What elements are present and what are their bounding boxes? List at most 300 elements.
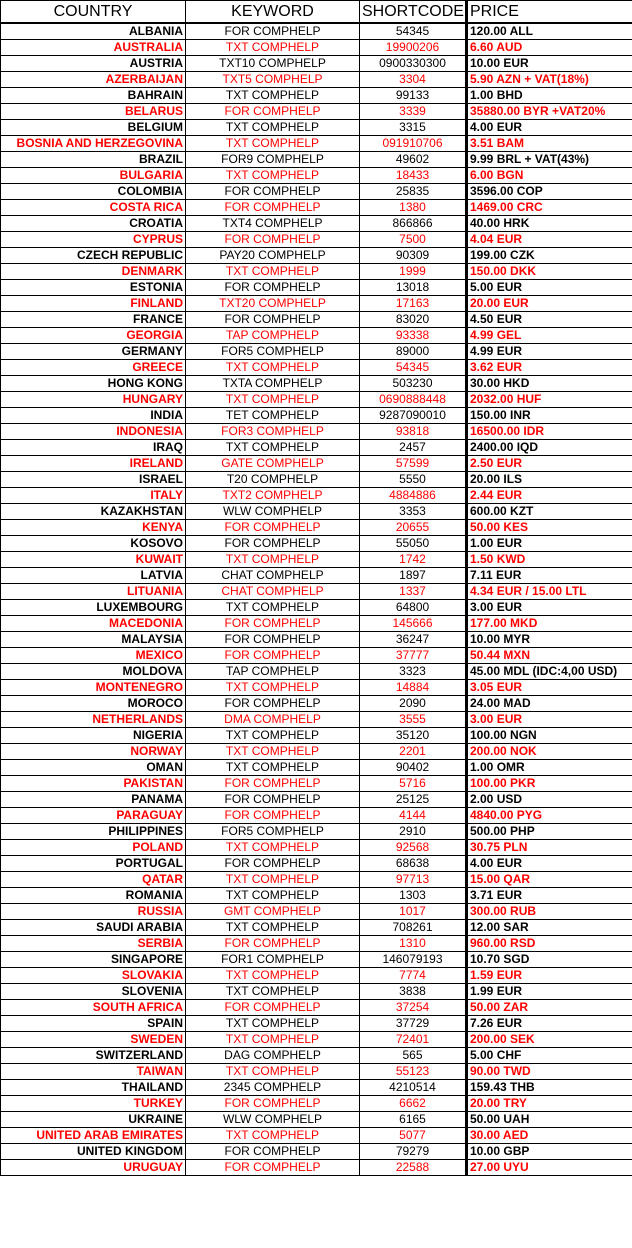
keyword-cell: FOR1 COMPHELP [186, 951, 360, 967]
shortcode-cell: 3838 [360, 983, 467, 999]
country-cell: IRELAND [1, 455, 186, 471]
shortcode-cell: 0900330300 [360, 55, 467, 71]
keyword-cell: FOR COMPHELP [186, 631, 360, 647]
country-cell: DENMARK [1, 263, 186, 279]
table-row [1, 1095, 632, 1111]
shortcode-cell: 37777 [360, 647, 467, 663]
keyword-cell: TXT COMPHELP [186, 743, 360, 759]
price-cell: 4.00 EUR [467, 855, 632, 871]
keyword-cell: FOR COMPHELP [186, 695, 360, 711]
table-row [1, 631, 632, 647]
keyword-cell: WLW COMPHELP [186, 1111, 360, 1127]
price-cell: 30.00 HKD [467, 375, 632, 391]
country-cell: NIGERIA [1, 727, 186, 743]
table-row [1, 167, 632, 183]
shortcode-cell: 3353 [360, 503, 467, 519]
keyword-cell: FOR COMPHELP [186, 1159, 360, 1175]
shortcode-cell: 14884 [360, 679, 467, 695]
shortcode-cell: 6662 [360, 1095, 467, 1111]
table-row [1, 919, 632, 935]
shortcode-cell: 18433 [360, 167, 467, 183]
country-cell: HONG KONG [1, 375, 186, 391]
price-cell: 159.43 THB [467, 1079, 632, 1095]
price-cell: 50.00 KES [467, 519, 632, 535]
price-cell: 45.00 MDL (IDC:4,00 USD) [467, 663, 632, 679]
table-row [1, 295, 632, 311]
shortcode-cell: 7774 [360, 967, 467, 983]
price-cell: 3.51 BAM [467, 135, 632, 151]
price-cell: 1.00 EUR [467, 535, 632, 551]
table-row [1, 1127, 632, 1143]
country-cell: AUSTRIA [1, 55, 186, 71]
country-cell: BULGARIA [1, 167, 186, 183]
shortcode-cell: 90309 [360, 247, 467, 263]
price-cell: 7.26 EUR [467, 1015, 632, 1031]
price-cell: 500.00 PHP [467, 823, 632, 839]
table-row [1, 1031, 632, 1047]
country-cell: BELGIUM [1, 119, 186, 135]
price-cell: 120.00 ALL [467, 23, 632, 40]
keyword-cell: FOR COMPHELP [186, 791, 360, 807]
table-row [1, 455, 632, 471]
keyword-cell: FOR COMPHELP [186, 1095, 360, 1111]
price-cell: 16500.00 IDR [467, 423, 632, 439]
country-cell: MONTENEGRO [1, 679, 186, 695]
table-row [1, 39, 632, 55]
country-cell: HUNGARY [1, 391, 186, 407]
country-cell: CYPRUS [1, 231, 186, 247]
shortcode-cell: 1897 [360, 567, 467, 583]
shortcode-cell: 93818 [360, 423, 467, 439]
country-cell: COSTA RICA [1, 199, 186, 215]
keyword-cell: TAP COMPHELP [186, 327, 360, 343]
price-cell: 24.00 MAD [467, 695, 632, 711]
table-row [1, 775, 632, 791]
price-cell: 7.11 EUR [467, 567, 632, 583]
table-row [1, 711, 632, 727]
country-cell: COLOMBIA [1, 183, 186, 199]
keyword-cell: TXT10 COMPHELP [186, 55, 360, 71]
table-row [1, 135, 632, 151]
table-row [1, 263, 632, 279]
price-cell: 12.00 SAR [467, 919, 632, 935]
keyword-cell: TXT COMPHELP [186, 839, 360, 855]
price-cell: 150.00 DKK [467, 263, 632, 279]
keyword-cell: PAY20 COMPHELP [186, 247, 360, 263]
shortcode-cell: 2910 [360, 823, 467, 839]
price-cell: 6.00 BGN [467, 167, 632, 183]
country-cell: NETHERLANDS [1, 711, 186, 727]
country-cell: ALBANIA [1, 23, 186, 40]
country-cell: INDONESIA [1, 423, 186, 439]
price-cell: 4.99 GEL [467, 327, 632, 343]
country-cell: PANAMA [1, 791, 186, 807]
table-row [1, 119, 632, 135]
keyword-cell: FOR9 COMPHELP [186, 151, 360, 167]
price-cell: 20.00 EUR [467, 295, 632, 311]
country-cell: CZECH REPUBLIC [1, 247, 186, 263]
shortcode-cell: 0690888448 [360, 391, 467, 407]
country-cell: TAIWAN [1, 1063, 186, 1079]
shortcode-cell: 2457 [360, 439, 467, 455]
table-row [1, 407, 632, 423]
table-row [1, 743, 632, 759]
shortcode-cell: 19900206 [360, 39, 467, 55]
country-cell: INDIA [1, 407, 186, 423]
table-row [1, 727, 632, 743]
shortcode-cell: 55123 [360, 1063, 467, 1079]
header-keyword: KEYWORD [186, 1, 360, 23]
keyword-cell: TXT COMPHELP [186, 119, 360, 135]
keyword-cell: TXT COMPHELP [186, 263, 360, 279]
table-row [1, 519, 632, 535]
table-row [1, 967, 632, 983]
keyword-cell: FOR COMPHELP [186, 1143, 360, 1159]
country-cell: UKRAINE [1, 1111, 186, 1127]
keyword-cell: FOR COMPHELP [186, 23, 360, 40]
table-row [1, 951, 632, 967]
keyword-cell: TXT COMPHELP [186, 919, 360, 935]
table-row [1, 1159, 632, 1175]
keyword-cell: 2345 COMPHELP [186, 1079, 360, 1095]
keyword-cell: TXT COMPHELP [186, 871, 360, 887]
country-cell: AUSTRALIA [1, 39, 186, 55]
price-cell: 100.00 PKR [467, 775, 632, 791]
shortcode-cell: 6165 [360, 1111, 467, 1127]
shortcode-cell: 1337 [360, 583, 467, 599]
country-cell: NORWAY [1, 743, 186, 759]
shortcode-cell: 7500 [360, 231, 467, 247]
price-cell: 10.00 GBP [467, 1143, 632, 1159]
table-row [1, 71, 632, 87]
country-cell: KUWAIT [1, 551, 186, 567]
shortcode-cell: 565 [360, 1047, 467, 1063]
keyword-cell: TXT COMPHELP [186, 727, 360, 743]
country-cell: BELARUS [1, 103, 186, 119]
keyword-cell: FOR COMPHELP [186, 535, 360, 551]
shortcode-cell: 20655 [360, 519, 467, 535]
price-cell: 2032.00 HUF [467, 391, 632, 407]
keyword-cell: TET COMPHELP [186, 407, 360, 423]
shortcode-cell: 3304 [360, 71, 467, 87]
shortcode-cell: 3315 [360, 119, 467, 135]
shortcode-cell: 37254 [360, 999, 467, 1015]
keyword-cell: T20 COMPHELP [186, 471, 360, 487]
shortcode-cell: 145666 [360, 615, 467, 631]
keyword-cell: FOR COMPHELP [186, 999, 360, 1015]
price-cell: 2.00 USD [467, 791, 632, 807]
country-cell: SWEDEN [1, 1031, 186, 1047]
shortcode-cell: 1303 [360, 887, 467, 903]
table-row [1, 55, 632, 71]
shortcode-cell: 2201 [360, 743, 467, 759]
price-cell: 9.99 BRL + VAT(43%) [467, 151, 632, 167]
price-cell: 20.00 ILS [467, 471, 632, 487]
table-row [1, 695, 632, 711]
keyword-cell: FOR COMPHELP [186, 183, 360, 199]
price-cell: 30.00 AED [467, 1127, 632, 1143]
table-row [1, 87, 632, 103]
price-cell: 960.00 RSD [467, 935, 632, 951]
price-cell: 3.71 EUR [467, 887, 632, 903]
country-cell: AZERBAIJAN [1, 71, 186, 87]
price-cell: 27.00 UYU [467, 1159, 632, 1175]
shortcode-cell: 72401 [360, 1031, 467, 1047]
shortcode-cell: 64800 [360, 599, 467, 615]
price-cell: 10.00 MYR [467, 631, 632, 647]
price-cell: 4.04 EUR [467, 231, 632, 247]
shortcode-cell: 25125 [360, 791, 467, 807]
country-cell: GEORGIA [1, 327, 186, 343]
shortcode-cell: 90402 [360, 759, 467, 775]
keyword-cell: TXT COMPHELP [186, 391, 360, 407]
keyword-cell: TXT COMPHELP [186, 551, 360, 567]
price-cell: 1.99 EUR [467, 983, 632, 999]
shortcode-cell: 35120 [360, 727, 467, 743]
table-row [1, 839, 632, 855]
keyword-cell: TXT COMPHELP [186, 39, 360, 55]
country-cell: MOROCO [1, 695, 186, 711]
table-row [1, 663, 632, 679]
table-row [1, 679, 632, 695]
country-cell: OMAN [1, 759, 186, 775]
shortcode-cell: 3555 [360, 711, 467, 727]
country-cell: GREECE [1, 359, 186, 375]
country-cell: MALAYSIA [1, 631, 186, 647]
table-row [1, 359, 632, 375]
keyword-cell: FOR COMPHELP [186, 519, 360, 535]
shortcode-cell: 5716 [360, 775, 467, 791]
country-cell: SINGAPORE [1, 951, 186, 967]
price-cell: 150.00 INR [467, 407, 632, 423]
keyword-cell: CHAT COMPHELP [186, 567, 360, 583]
shortcode-cell: 13018 [360, 279, 467, 295]
shortcode-cell: 17163 [360, 295, 467, 311]
shortcode-cell: 68638 [360, 855, 467, 871]
country-cell: KENYA [1, 519, 186, 535]
table-row [1, 391, 632, 407]
shortcode-cell: 22588 [360, 1159, 467, 1175]
country-cell: POLAND [1, 839, 186, 855]
table-row [1, 759, 632, 775]
keyword-cell: TAP COMPHELP [186, 663, 360, 679]
header-price: PRICE [467, 1, 632, 23]
keyword-cell: FOR5 COMPHELP [186, 343, 360, 359]
shortcode-cell: 1999 [360, 263, 467, 279]
shortcode-cell: 1742 [360, 551, 467, 567]
country-cell: KAZAKHSTAN [1, 503, 186, 519]
country-cell: BOSNIA AND HERZEGOVINA [1, 135, 186, 151]
keyword-cell: FOR COMPHELP [186, 615, 360, 631]
keyword-cell: TXT COMPHELP [186, 359, 360, 375]
country-cell: CROATIA [1, 215, 186, 231]
table-row [1, 791, 632, 807]
price-cell: 2400.00 IQD [467, 439, 632, 455]
keyword-cell: TXT COMPHELP [186, 87, 360, 103]
table-row [1, 647, 632, 663]
keyword-cell: TXT COMPHELP [186, 167, 360, 183]
price-cell: 4.34 EUR / 15.00 LTL [467, 583, 632, 599]
table-row [1, 855, 632, 871]
shortcode-cell: 92568 [360, 839, 467, 855]
keyword-cell: TXT COMPHELP [186, 887, 360, 903]
shortcode-cell: 83020 [360, 311, 467, 327]
keyword-cell: FOR5 COMPHELP [186, 823, 360, 839]
table-row [1, 535, 632, 551]
price-cell: 50.44 MXN [467, 647, 632, 663]
keyword-cell: FOR COMPHELP [186, 103, 360, 119]
country-cell: BAHRAIN [1, 87, 186, 103]
keyword-cell: FOR3 COMPHELP [186, 423, 360, 439]
keyword-cell: FOR COMPHELP [186, 279, 360, 295]
keyword-cell: TXT COMPHELP [186, 679, 360, 695]
keyword-cell: FOR COMPHELP [186, 199, 360, 215]
keyword-cell: DMA COMPHELP [186, 711, 360, 727]
keyword-cell: TXT COMPHELP [186, 135, 360, 151]
table-row [1, 823, 632, 839]
keyword-cell: FOR COMPHELP [186, 855, 360, 871]
country-cell: UNITED KINGDOM [1, 1143, 186, 1159]
table-row [1, 1079, 632, 1095]
keyword-cell: TXT2 COMPHELP [186, 487, 360, 503]
country-cell: THAILAND [1, 1079, 186, 1095]
shortcode-cell: 4884886 [360, 487, 467, 503]
table-row [1, 343, 632, 359]
price-cell: 1.00 OMR [467, 759, 632, 775]
price-cell: 1469.00 CRC [467, 199, 632, 215]
keyword-cell: TXT COMPHELP [186, 1127, 360, 1143]
country-cell: ROMANIA [1, 887, 186, 903]
header-country: COUNTRY [1, 1, 186, 23]
table-row [1, 615, 632, 631]
country-cell: BRAZIL [1, 151, 186, 167]
shortcode-cell: 54345 [360, 359, 467, 375]
price-cell: 90.00 TWD [467, 1063, 632, 1079]
price-cell: 199.00 CZK [467, 247, 632, 263]
price-cell: 35880.00 BYR +VAT20% [467, 103, 632, 119]
price-cell: 177.00 MKD [467, 615, 632, 631]
price-cell: 200.00 SEK [467, 1031, 632, 1047]
keyword-cell: TXT COMPHELP [186, 1015, 360, 1031]
price-cell: 100.00 NGN [467, 727, 632, 743]
shortcode-cell: 54345 [360, 23, 467, 40]
price-cell: 10.70 SGD [467, 951, 632, 967]
keyword-cell: FOR COMPHELP [186, 311, 360, 327]
price-cell: 3.00 EUR [467, 599, 632, 615]
shortcode-cell: 708261 [360, 919, 467, 935]
table-row [1, 1015, 632, 1031]
keyword-cell: FOR COMPHELP [186, 935, 360, 951]
country-cell: IRAQ [1, 439, 186, 455]
shortcode-cell: 5077 [360, 1127, 467, 1143]
shortcode-cell: 55050 [360, 535, 467, 551]
keyword-cell: GATE COMPHELP [186, 455, 360, 471]
country-cell: KOSOVO [1, 535, 186, 551]
country-cell: SAUDI ARABIA [1, 919, 186, 935]
table-body [1, 23, 632, 1176]
price-cell: 300.00 RUB [467, 903, 632, 919]
shortcode-cell: 37729 [360, 1015, 467, 1031]
keyword-cell: CHAT COMPHELP [186, 583, 360, 599]
table-row [1, 487, 632, 503]
keyword-cell: TXT20 COMPHELP [186, 295, 360, 311]
keyword-cell: FOR COMPHELP [186, 807, 360, 823]
keyword-cell: DAG COMPHELP [186, 1047, 360, 1063]
table-row [1, 327, 632, 343]
table-row [1, 567, 632, 583]
table-row [1, 871, 632, 887]
country-cell: LITUANIA [1, 583, 186, 599]
shortcode-cell: 3339 [360, 103, 467, 119]
price-cell: 3.00 EUR [467, 711, 632, 727]
price-cell: 2.50 EUR [467, 455, 632, 471]
country-cell: MOLDOVA [1, 663, 186, 679]
keyword-cell: FOR COMPHELP [186, 647, 360, 663]
table-row [1, 439, 632, 455]
table-row [1, 887, 632, 903]
country-cell: PHILIPPINES [1, 823, 186, 839]
shortcode-cell: 1380 [360, 199, 467, 215]
shortcode-cell: 1310 [360, 935, 467, 951]
price-cell: 50.00 ZAR [467, 999, 632, 1015]
country-cell: SOUTH AFRICA [1, 999, 186, 1015]
keyword-cell: TXT COMPHELP [186, 1063, 360, 1079]
shortcode-cell: 49602 [360, 151, 467, 167]
country-cell: ISRAEL [1, 471, 186, 487]
table-row [1, 199, 632, 215]
table-row [1, 23, 632, 40]
table-row [1, 1063, 632, 1079]
keyword-cell: TXT5 COMPHELP [186, 71, 360, 87]
keyword-cell: FOR COMPHELP [186, 775, 360, 791]
keyword-cell: TXT COMPHELP [186, 759, 360, 775]
keyword-cell: TXTA COMPHELP [186, 375, 360, 391]
table-row [1, 311, 632, 327]
keyword-cell: TXT COMPHELP [186, 599, 360, 615]
country-cell: LUXEMBOURG [1, 599, 186, 615]
shortcode-cell: 93338 [360, 327, 467, 343]
shortcode-cell: 5550 [360, 471, 467, 487]
price-cell: 1.50 KWD [467, 551, 632, 567]
price-cell: 4.99 EUR [467, 343, 632, 359]
table-row [1, 503, 632, 519]
table-row [1, 215, 632, 231]
country-cell: ESTONIA [1, 279, 186, 295]
price-cell: 15.00 QAR [467, 871, 632, 887]
table-row [1, 423, 632, 439]
country-cell: LATVIA [1, 567, 186, 583]
price-cell: 40.00 HRK [467, 215, 632, 231]
price-cell: 1.00 BHD [467, 87, 632, 103]
table-row [1, 583, 632, 599]
shortcode-cell: 503230 [360, 375, 467, 391]
country-cell: SPAIN [1, 1015, 186, 1031]
table-row [1, 279, 632, 295]
table-row [1, 103, 632, 119]
table-row [1, 151, 632, 167]
shortcode-cell: 57599 [360, 455, 467, 471]
shortcode-cell: 3323 [360, 663, 467, 679]
country-cell: SLOVENIA [1, 983, 186, 999]
table-row [1, 231, 632, 247]
shortcode-cell: 89000 [360, 343, 467, 359]
table-row [1, 1143, 632, 1159]
price-cell: 6.60 AUD [467, 39, 632, 55]
table-row [1, 183, 632, 199]
keyword-cell: TXT COMPHELP [186, 983, 360, 999]
price-cell: 10.00 EUR [467, 55, 632, 71]
country-cell: FINLAND [1, 295, 186, 311]
